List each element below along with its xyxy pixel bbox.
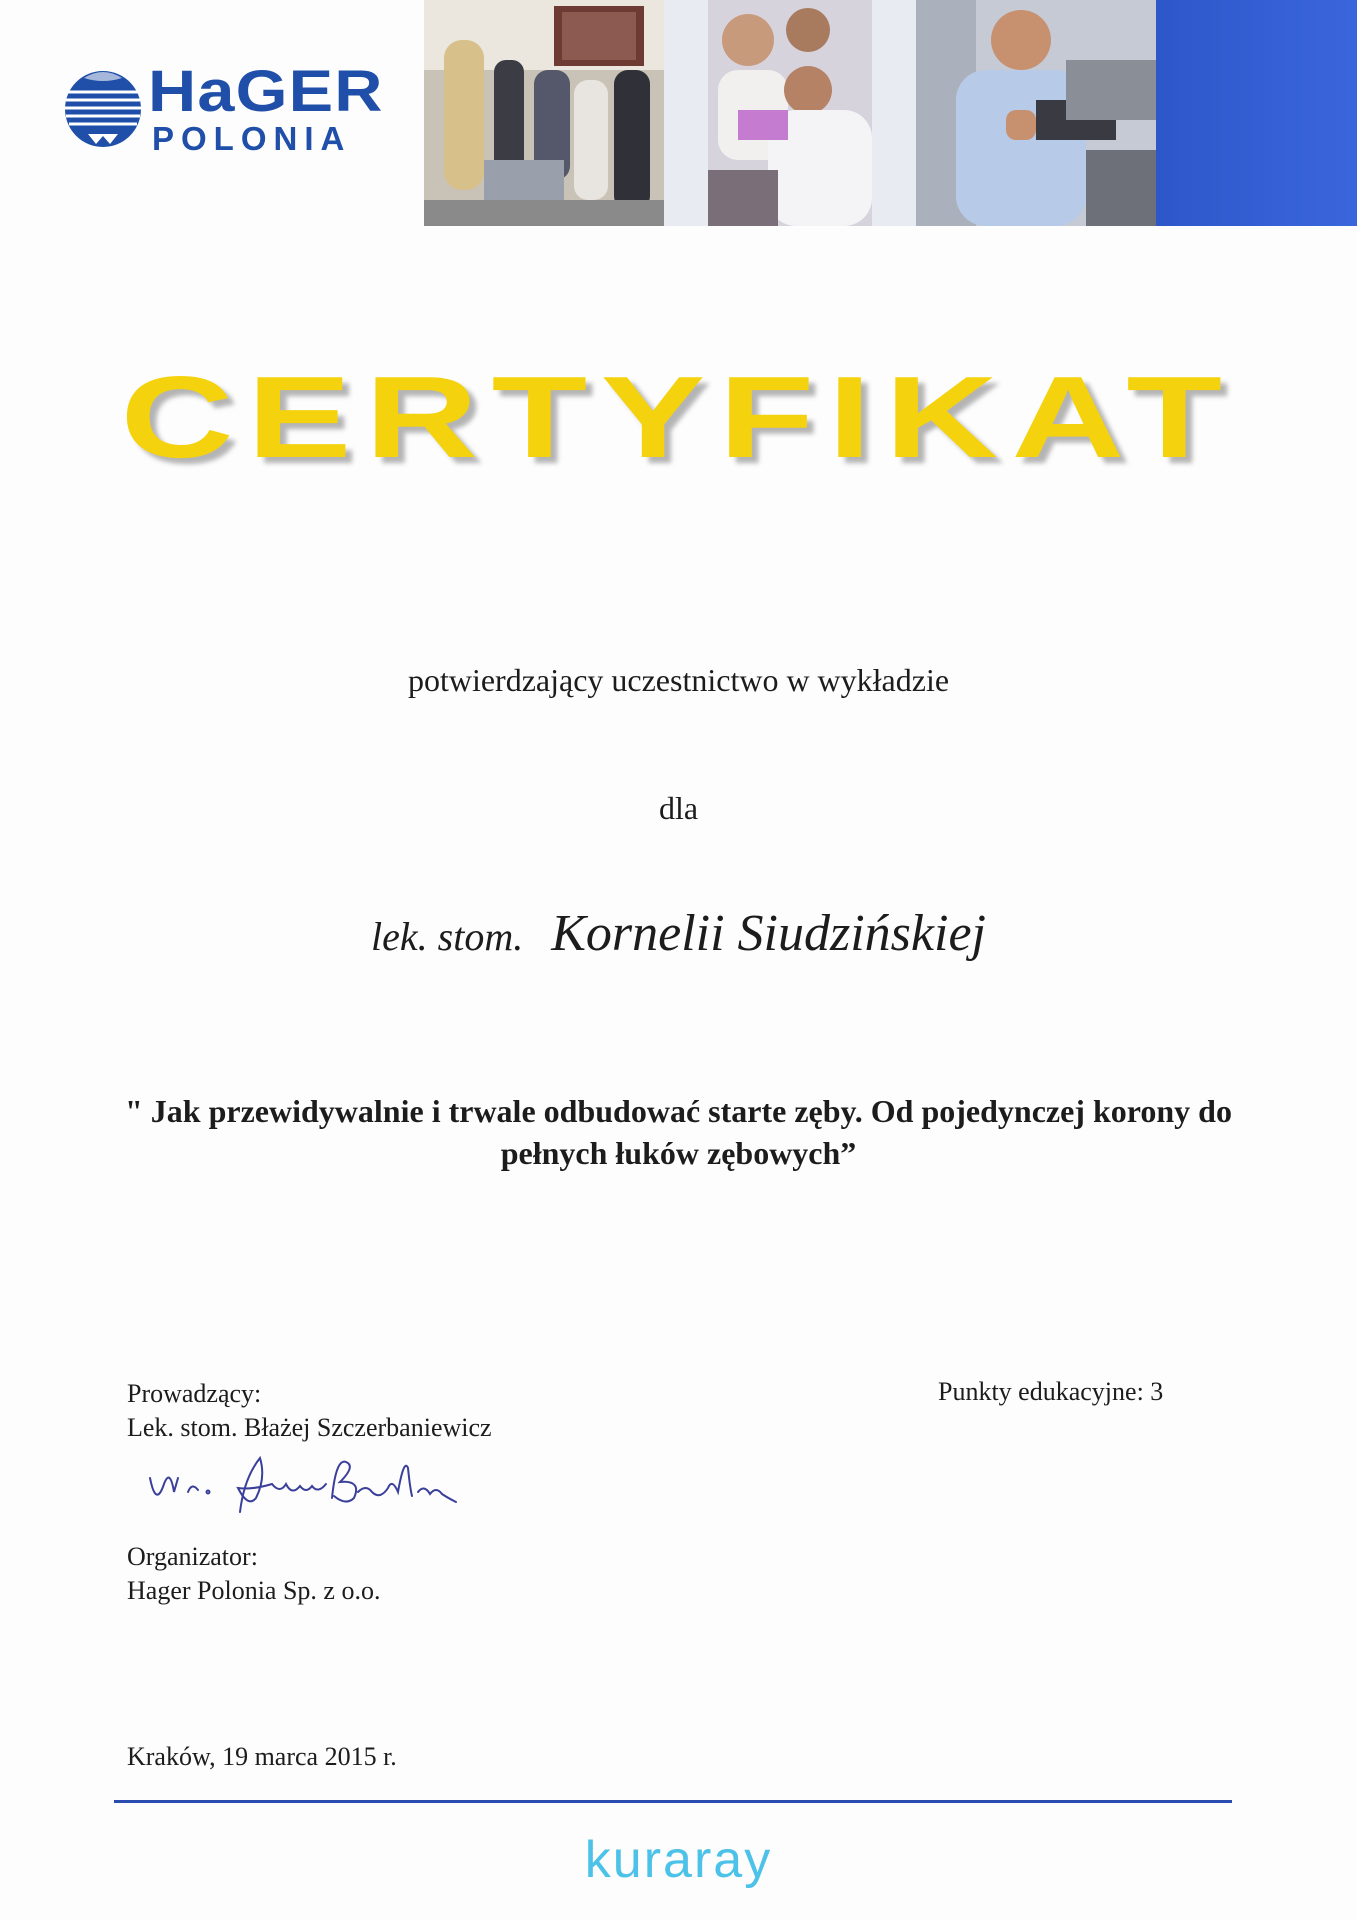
tooth-logo-icon <box>62 68 144 150</box>
recipient-line <box>0 904 1357 963</box>
lecturer-name: Lek. stom. Błażej Szczerbaniewicz <box>127 1413 492 1442</box>
organizer-block <box>127 1540 380 1608</box>
header-banner <box>0 0 1357 226</box>
header-divider <box>664 0 708 226</box>
lecturer-label: Prowadzący: <box>127 1379 262 1408</box>
title-container <box>0 350 1357 484</box>
education-points: Punkty edukacyjne: 3 <box>938 1377 1164 1406</box>
lecture-title: " Jak przewidywalnie i trwale odbudować starte zęby. Od pojedynczej korony do pełnych łuków zębowych” <box>125 1093 1232 1171</box>
for-label: dla <box>658 790 699 826</box>
logo-wordmark: HaGER <box>148 59 384 124</box>
place-date: Kraków, 19 marca 2015 r. <box>127 1742 397 1771</box>
kuraray-logo: kuraray <box>584 1831 773 1889</box>
certificate-title: CERTYFIKAT <box>120 352 1237 482</box>
header-photo-technician <box>916 0 1156 226</box>
header-photo-dentist <box>708 0 872 226</box>
certificate-subtitle: potwierdzający uczestnictwo w wykładzie <box>407 662 950 698</box>
organizer-name: Hager Polonia Sp. z o.o. <box>127 1576 381 1605</box>
organizer-label: Organizator: <box>127 1542 258 1571</box>
recipient-name: Kornelii Siudzińskiej <box>551 905 986 962</box>
signature-image <box>140 1448 600 1528</box>
logo-subtitle: POLONIA <box>152 120 352 157</box>
header-photo-lecture-room <box>424 0 664 226</box>
footer-divider <box>114 1800 1232 1803</box>
hager-polonia-logo <box>62 59 384 164</box>
recipient-title: lek. stom. <box>371 914 524 959</box>
header-blue-band <box>1156 0 1357 226</box>
lecturer-block <box>127 1377 492 1445</box>
header-divider <box>872 0 916 226</box>
